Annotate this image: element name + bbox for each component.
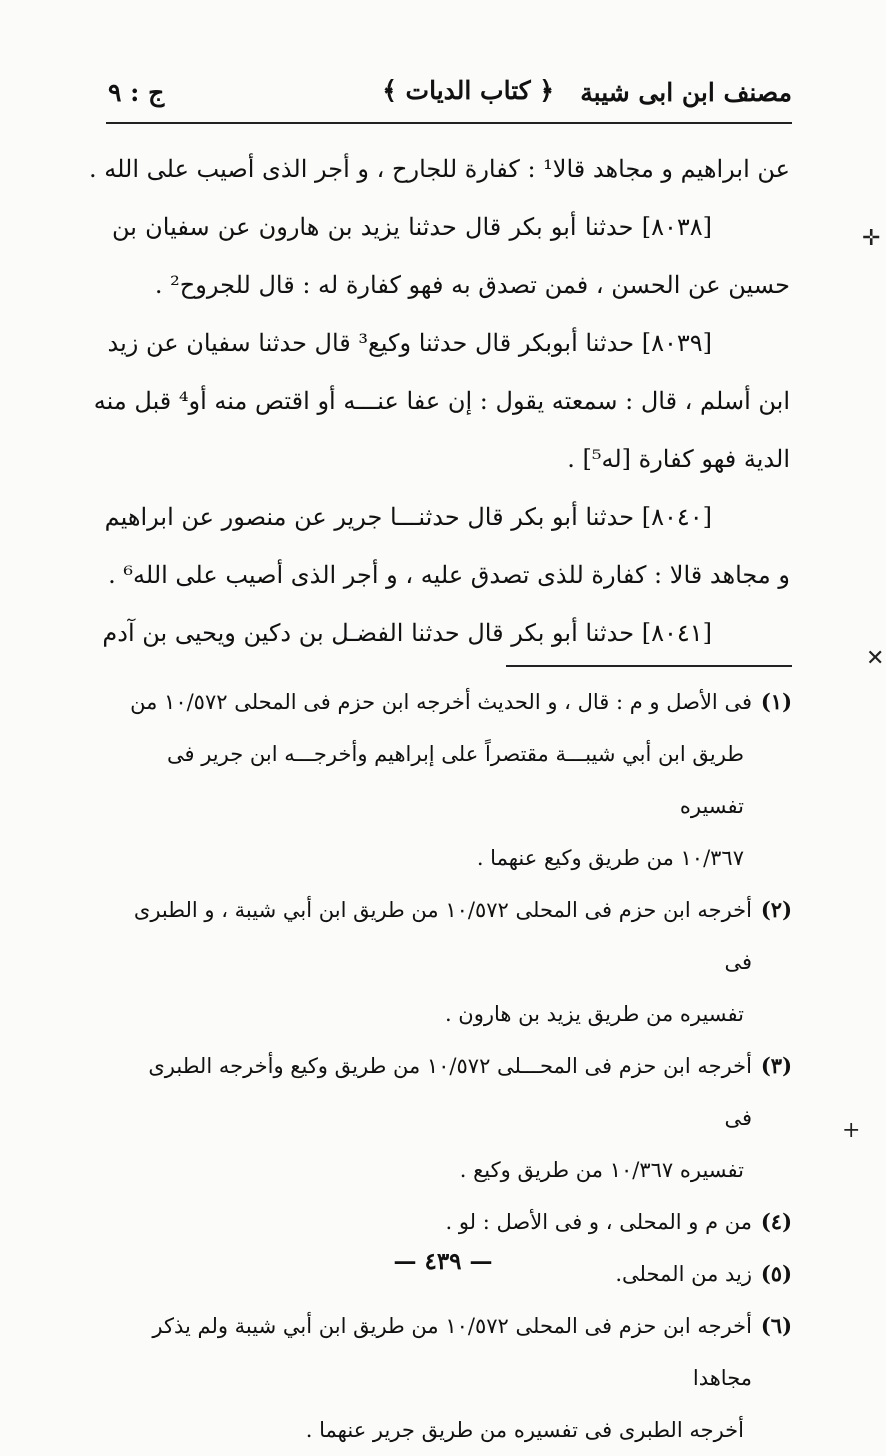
footnote-number: (٦) <box>760 1313 792 1338</box>
footnote-line: طريق ابن أبي شيبـــة مقتصراً على إبراهيم وأخرجـــه ابن جرير فى تفسيره <box>166 742 744 818</box>
text-line: ابن أسلم ، قال : سمعته يقول : إن عفا عنـــه أو اقتص منه أو⁴ قبل منه <box>93 387 790 415</box>
footnote <box>120 1040 792 1196</box>
footnote-number: (٤) <box>760 1209 792 1234</box>
footnote-line: تفسيره ١٠/٣٦٧ من طريق وكيع . <box>459 1158 744 1182</box>
footnote-line: تفسيره من طريق يزيد بن هارون . <box>444 1002 744 1026</box>
footnote-line: أخرجه ابن حزم فى المحـــلى ١٠/٥٧٢ من طريق وكيع وأخرجه الطبرى فى <box>148 1054 752 1130</box>
footnote-line: أخرجه الطبرى فى تفسيره من طريق جرير عنهما . <box>305 1418 744 1442</box>
footnote-number: (٥) <box>760 1261 792 1286</box>
footnote-line: ١٠/٣٦٧ من طريق وكيع عنهما . <box>476 846 744 870</box>
footnote-line: أخرجه ابن حزم فى المحلى ١٠/٥٧٢ من طريق ابن أبي شيبة ولم يذكر مجاهدا <box>152 1314 752 1390</box>
hadith-8039: [٨٠٣٩] حدثنا أبوبكر قال حدثنا وكيع³ قال حدثنا سفيان عن زيد <box>107 329 712 357</box>
footnote <box>120 1196 792 1248</box>
footnote <box>120 884 792 1040</box>
page-header <box>106 72 792 118</box>
footnotes <box>120 676 792 1456</box>
chapter-title: ﴿ كتاب الديات ﴾ <box>382 76 554 105</box>
footnote-number: (٢) <box>760 897 792 922</box>
text-line: و مجاهد قالا : كفارة للذى تصدق عليه ، و أجر الذى أصيب على الله⁶ . <box>108 561 790 589</box>
header-rule <box>106 122 792 124</box>
margin-mark-icon: ✕ <box>866 646 885 671</box>
hadith-8041: [٨٠٤١] حدثنا أبو بكر قال حدثنا الفضـل بن دكين ويحيى بن آدم <box>102 619 712 647</box>
text-line: الدية فهو كفارة [له⁵] . <box>567 445 790 473</box>
hadith-8040: [٨٠٤٠] حدثنا أبو بكر قال حدثنـــا جرير عن منصور عن ابراهيم <box>104 503 712 531</box>
footnote <box>120 1300 792 1456</box>
volume-number: ج : ٩ <box>108 78 165 107</box>
margin-mark-icon: ✛ <box>862 226 881 251</box>
footnote-line: فى الأصل و م : قال ، و الحديث أخرجه ابن حزم فى المحلى ١٠/٥٧٢ من <box>130 690 752 714</box>
text-line: حسين عن الحسن ، فمن تصدق به فهو كفارة له : قال للجروح² . <box>154 271 790 299</box>
footnote-line: من م و المحلى ، و فى الأصل : لو . <box>445 1210 752 1234</box>
page-number: — ٤٣٩ — <box>393 1248 493 1275</box>
footnote-number: (١) <box>760 689 792 714</box>
main-text <box>88 140 790 662</box>
book-title: مصنف ابن ابی شیبة <box>580 78 792 107</box>
text-line: عن ابراهيم و مجاهد قالا¹ : كفارة للجارح ، و أجر الذى أصيب على الله . <box>88 155 790 183</box>
footnote <box>120 676 792 884</box>
footnote-line: زيد من المحلى. <box>615 1262 752 1286</box>
footnote-rule <box>506 665 792 667</box>
footnote-line: أخرجه ابن حزم فى المحلى ١٠/٥٧٢ من طريق ابن أبي شيبة ، و الطبرى فى <box>133 898 752 974</box>
footnote-number: (٣) <box>760 1053 792 1078</box>
hadith-8038: [٨٠٣٨] حدثنا أبو بكر قال حدثنا يزيد بن هارون عن سفيان بن <box>112 213 712 241</box>
margin-mark-icon: + <box>842 1118 861 1143</box>
